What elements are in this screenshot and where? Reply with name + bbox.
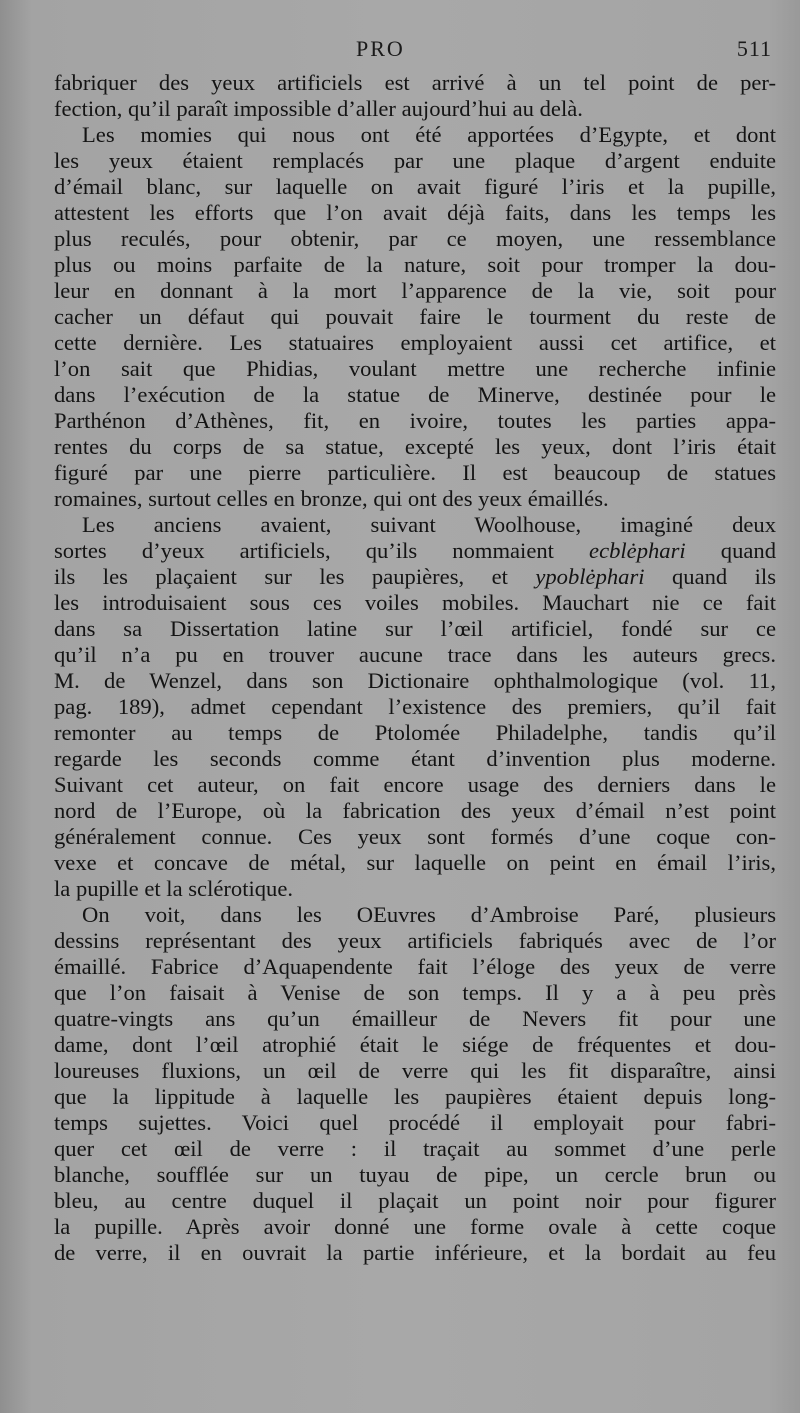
text-line: que la lippitude à laquelle les paupières étaient depuis long- — [54, 1084, 776, 1109]
text-line: l’on sait que Phidias, voulant mettre une recherche infinie — [54, 356, 776, 381]
text-line: plus ou moins parfaite de la nature, soit pour tromper la dou- — [54, 252, 776, 277]
text-line: dame, dont l’œil atrophié était le siége de fréquentes et dou- — [54, 1032, 776, 1057]
text-line: dans sa Dissertation latine sur l’œil artificiel, fondé sur ce — [54, 616, 776, 641]
text-line: ils les plaçaient sur les paupières, et ypoblėphari quand ils — [54, 564, 776, 589]
text-line: blanche, soufflée sur un tuyau de pipe, un cercle brun ou — [54, 1162, 776, 1187]
text-line: que l’on faisait à Venise de son temps. Il y a à peu près — [54, 980, 776, 1005]
text-line: dans l’exécution de la statue de Minerve, destinée pour le — [54, 382, 776, 407]
paragraph — [54, 70, 776, 122]
text-line: de verre, il en ouvrait la partie inférieure, et la bordait au feu — [54, 1240, 776, 1265]
text-line: loureuses fluxions, un œil de verre qui les fit disparaître, ainsi — [54, 1058, 776, 1083]
running-head — [56, 36, 778, 66]
italic-term: ecblėphari — [589, 538, 686, 563]
text-line: quatre-vingts ans qu’un émailleur de Nevers fit pour une — [54, 1006, 776, 1031]
text-line: remonter au temps de Ptolomée Philadelphe, tandis qu’il — [54, 720, 776, 745]
text-line: bleu, au centre duquel il plaçait un point noir pour figurer — [54, 1188, 776, 1213]
text-line: plus reculés, pour obtenir, par ce moyen, une ressemblance — [54, 226, 776, 251]
text-line: Suivant cet auteur, on fait encore usage des derniers dans le — [54, 772, 776, 797]
text-line: émaillé. Fabrice d’Aquapendente fait l’éloge des yeux de verre — [54, 954, 776, 979]
paragraph — [54, 902, 776, 1266]
italic-term: ypoblėphari — [535, 564, 645, 589]
text-line: rentes du corps de sa statue, excepté les yeux, dont l’iris était — [54, 434, 776, 459]
text-line: les yeux étaient remplacés par une plaque d’argent enduite — [54, 148, 776, 173]
text-line: sortes d’yeux artificiels, qu’ils nommaient ecblėphari quand — [54, 538, 776, 563]
running-title: PRO — [356, 36, 405, 61]
text-line: d’émail blanc, sur laquelle on avait figuré l’iris et la pupille, — [54, 174, 776, 199]
text-line: Les anciens avaient, suivant Woolhouse, imaginé deux — [82, 512, 776, 537]
paragraph — [54, 122, 776, 512]
text-line: attestent les efforts que l’on avait déjà faits, dans les temps les — [54, 200, 776, 225]
text-line: pag. 189), admet cependant l’existence des premiers, qu’il fait — [54, 694, 776, 719]
body-text — [54, 70, 776, 1266]
text-line: M. de Wenzel, dans son Dictionaire ophthalmologique (vol. 11, — [54, 668, 776, 693]
page-number: 511 — [736, 36, 772, 61]
text-line: figuré par une pierre particulière. Il est beaucoup de statues — [54, 460, 776, 485]
text-line: cette dernière. Les statuaires employaient aussi cet artifice, et — [54, 330, 776, 355]
text-line: qu’il n’a pu en trouver aucune trace dans les auteurs grecs. — [54, 642, 776, 667]
text-line: fection, qu’il paraît impossible d’aller aujourd’hui au delà. — [54, 96, 583, 121]
text-line: vexe et concave de métal, sur laquelle on peint en émail l’iris, — [54, 850, 776, 875]
text-line: temps sujettes. Voici quel procédé il employait pour fabri- — [54, 1110, 776, 1135]
paragraph — [54, 512, 776, 902]
text-line: dessins représentant des yeux artificiels fabriqués avec de l’or — [54, 928, 776, 953]
text-line: Les momies qui nous ont été apportées d’Egypte, et dont — [82, 122, 776, 147]
text-line: la pupille et la sclérotique. — [54, 876, 294, 901]
text-line: cacher un défaut qui pouvait faire le tourment du reste de — [54, 304, 776, 329]
text-line: Parthénon d’Athènes, fit, en ivoire, toutes les parties appa- — [54, 408, 776, 433]
text-line: leur en donnant à la mort l’apparence de la vie, soit pour — [54, 278, 776, 303]
text-line: romaines, surtout celles en bronze, qui ont des yeux émaillés. — [54, 486, 609, 511]
text-line: les introduisaient sous ces voiles mobiles. Mauchart nie ce fait — [54, 590, 776, 615]
text-line: regarde les seconds comme étant d’invention plus moderne. — [54, 746, 776, 771]
text-line: On voit, dans les OEuvres d’Ambroise Paré, plusieurs — [82, 902, 776, 927]
text-line: généralement connue. Ces yeux sont formés d’une coque con- — [54, 824, 776, 849]
text-line: fabriquer des yeux artificiels est arrivé à un tel point de per- — [54, 70, 776, 95]
text-line: la pupille. Après avoir donné une forme ovale à cette coque — [54, 1214, 776, 1239]
text-line: quer cet œil de verre : il traçait au sommet d’une perle — [54, 1136, 776, 1161]
text-line: nord de l’Europe, où la fabrication des yeux d’émail n’est point — [54, 798, 776, 823]
